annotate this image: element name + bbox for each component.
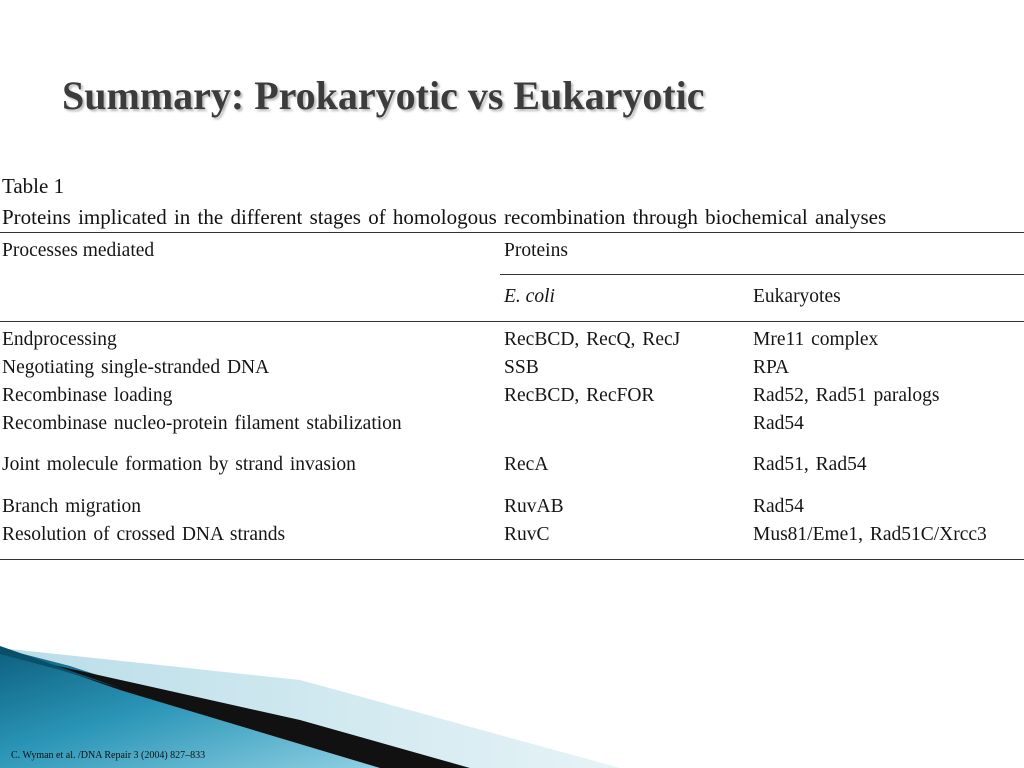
header-bottom-rule (0, 321, 1024, 322)
table-cell-ecoli: RecA (504, 454, 549, 475)
table-cell-ecoli: RuvAB (504, 496, 564, 517)
proteins-span-rule (500, 274, 1024, 275)
table-cell-eukaryotes: Mre11 complex (753, 329, 879, 350)
table-cell-eukaryotes: Rad52, Rad51 paralogs (753, 385, 940, 406)
table-cell-process: Endprocessing (2, 329, 117, 350)
header-ecoli: E. coli (504, 286, 555, 307)
table-cell-process: Negotiating single-stranded DNA (2, 357, 270, 378)
slide-wave-decoration (0, 640, 1024, 768)
table-cell-eukaryotes: RPA (753, 357, 790, 378)
table-bottom-rule (0, 559, 1024, 560)
header-proteins: Proteins (504, 240, 568, 261)
table-cell-eukaryotes: Rad54 (753, 413, 804, 434)
table-cell-ecoli: RecBCD, RecQ, RecJ (504, 329, 681, 350)
table-label: Table 1 (2, 174, 65, 198)
table-cell-process: Recombinase nucleo-protein filament stabilization (2, 413, 402, 434)
table-top-rule (0, 232, 1024, 233)
header-eukaryotes: Eukaryotes (753, 286, 841, 307)
slide-title: Summary: Prokaryotic vs Eukaryotic (62, 73, 705, 118)
table-cell-ecoli: RuvC (504, 524, 550, 545)
header-processes: Processes mediated (2, 240, 155, 261)
table-cell-ecoli: RecBCD, RecFOR (504, 385, 655, 406)
citation-text: C. Wyman et al. /DNA Repair 3 (2004) 827–833 (11, 750, 206, 761)
table-cell-process: Branch migration (2, 496, 142, 517)
table-cell-eukaryotes: Rad51, Rad54 (753, 454, 867, 475)
table-cell-process: Resolution of crossed DNA strands (2, 524, 286, 545)
table-caption: Proteins implicated in the different stages of homologous recombination through biochemical analyses (2, 205, 887, 229)
table-cell-process: Joint molecule formation by strand invasion (2, 454, 356, 475)
table-cell-eukaryotes: Rad54 (753, 496, 804, 517)
table-cell-eukaryotes: Mus81/Eme1, Rad51C/Xrcc3 (753, 524, 987, 545)
table-cell-process: Recombinase loading (2, 385, 173, 406)
table-cell-ecoli: SSB (504, 357, 539, 378)
